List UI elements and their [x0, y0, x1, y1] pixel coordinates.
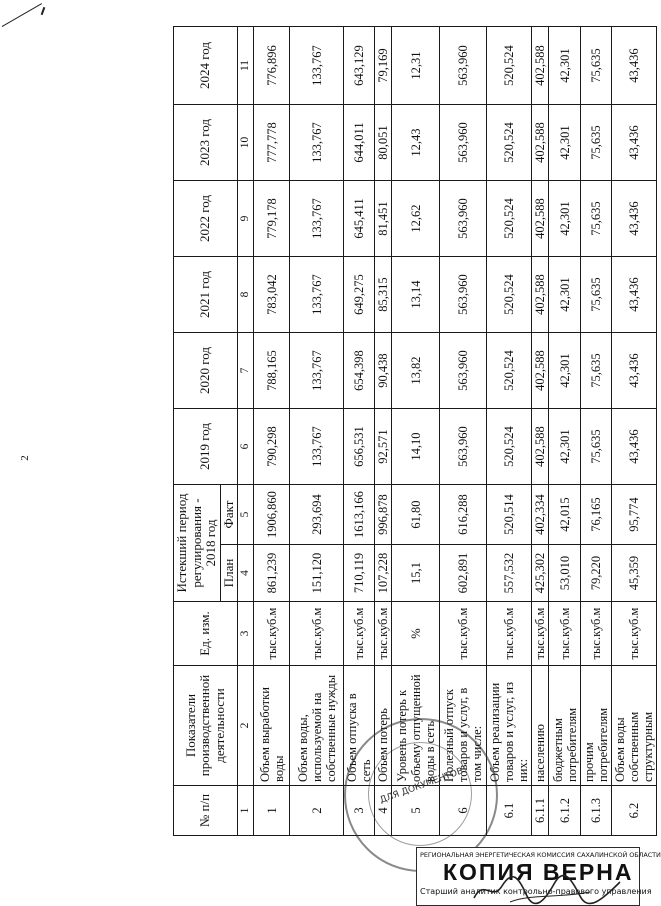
year-value-cell: 520,524	[487, 181, 532, 257]
year-value-cell: 90,438	[375, 333, 392, 409]
year-value-cell: 43,436	[612, 333, 657, 409]
plan-2018-cell: 602,891	[440, 545, 487, 602]
unit-cell: тыс.куб.м	[440, 602, 487, 666]
column-number: 10	[238, 105, 254, 181]
unit-cell: тыс.куб.м	[612, 602, 657, 666]
year-value-cell: 656,531	[344, 409, 375, 485]
row-number-cell: 4	[375, 786, 392, 836]
fact-2018-cell: 61,80	[392, 485, 440, 545]
unit-cell: тыс.куб.м	[254, 602, 290, 666]
indicator-name-cell: населению	[532, 666, 549, 786]
year-value-cell: 42,301	[549, 409, 581, 485]
fact-2018-cell: 996,878	[375, 485, 392, 545]
fact-2018-cell: 1906,860	[254, 485, 290, 545]
year-value-cell: 563,960	[440, 27, 487, 105]
year-value-cell: 42,301	[549, 257, 581, 333]
row-number-cell: 2	[290, 786, 344, 836]
year-value-cell: 654,398	[344, 333, 375, 409]
indicator-name-cell: Объем выработки воды	[254, 666, 290, 786]
year-value-cell: 563,960	[440, 105, 487, 181]
header-year: 2022 год	[174, 181, 238, 257]
year-value-cell: 133,767	[290, 27, 344, 105]
header-year: 2021 год	[174, 257, 238, 333]
unit-cell: %	[392, 602, 440, 666]
year-value-cell: 133,767	[290, 333, 344, 409]
year-value-cell: 520,524	[487, 257, 532, 333]
unit-cell: тыс.куб.м	[487, 602, 532, 666]
column-number: 5	[238, 485, 254, 545]
table-row	[549, 27, 581, 836]
year-value-cell: 520,524	[487, 409, 532, 485]
year-value-cell: 12,62	[392, 181, 440, 257]
year-value-cell: 42,301	[549, 105, 581, 181]
column-number: 4	[238, 545, 254, 602]
year-value-cell: 13,82	[392, 333, 440, 409]
year-value-cell: 402,588	[532, 105, 549, 181]
plan-2018-cell: 557,532	[487, 545, 532, 602]
year-value-cell: 75,635	[581, 181, 612, 257]
table-row	[612, 27, 657, 836]
fact-2018-cell: 520,514	[487, 485, 532, 545]
indicator-name-cell: Объем воды собственным структурным	[612, 666, 657, 786]
year-value-cell: 777,778	[254, 105, 290, 181]
row-number-cell: 6.2	[612, 786, 657, 836]
year-value-cell: 790,298	[254, 409, 290, 485]
year-value-cell: 43,436	[612, 181, 657, 257]
stamp-position: Старший аналитик контрольно-правового управления	[420, 887, 652, 896]
plan-2018-cell: 425,302	[532, 545, 549, 602]
header-unit: Ед. изм.	[174, 602, 238, 666]
plan-2018-cell: 53,010	[549, 545, 581, 602]
year-value-cell: 643,129	[344, 27, 375, 105]
year-value-cell: 788,165	[254, 333, 290, 409]
unit-cell: тыс.куб.м	[344, 602, 375, 666]
year-value-cell: 12,43	[392, 105, 440, 181]
row-number-cell: 6.1	[487, 786, 532, 836]
column-number: 11	[238, 27, 254, 105]
year-value-cell: 563,960	[440, 333, 487, 409]
year-value-cell: 402,588	[532, 27, 549, 105]
indicator-name-cell: Объем отпуска в сеть	[344, 666, 375, 786]
year-value-cell: 43,436	[612, 105, 657, 181]
year-value-cell: 520,524	[487, 27, 532, 105]
fact-2018-cell: 616,288	[440, 485, 487, 545]
year-value-cell: 133,767	[290, 181, 344, 257]
year-value-cell: 402,588	[532, 333, 549, 409]
year-value-cell: 520,524	[487, 105, 532, 181]
plan-2018-cell: 79,220	[581, 545, 612, 602]
plan-2018-cell: 107,228	[375, 545, 392, 602]
row-number-cell: 6.1.1	[532, 786, 549, 836]
year-value-cell: 79,169	[375, 27, 392, 105]
round-seal-text: ДЛЯ ДОКУМЕНТОВ	[378, 766, 465, 806]
table-row	[487, 27, 532, 836]
year-value-cell: 776,896	[254, 27, 290, 105]
indicator-name-cell: Полезный отпуск товаров и услуг, в том числе:	[440, 666, 487, 786]
stamp-organization: РЕГИОНАЛЬНАЯ ЭНЕРГЕТИЧЕСКАЯ КОМИССИЯ САХАЛИНСКОЙ ОБЛАСТИ	[420, 851, 661, 859]
year-value-cell: 43,436	[612, 409, 657, 485]
row-number-cell: 1	[254, 786, 290, 836]
row-number-cell: 6.1.2	[549, 786, 581, 836]
year-value-cell: 402,588	[532, 257, 549, 333]
year-value-cell: 133,767	[290, 105, 344, 181]
stamp-title: КОПИЯ ВЕРНА	[443, 859, 634, 885]
year-value-cell: 43,436	[612, 257, 657, 333]
row-number-cell: 6.1.3	[581, 786, 612, 836]
table-row	[440, 27, 487, 836]
table-row	[581, 27, 612, 836]
header-year: 2019 год	[174, 409, 238, 485]
plan-2018-cell: 861,239	[254, 545, 290, 602]
year-value-cell: 133,767	[290, 257, 344, 333]
fact-2018-cell: 293,694	[290, 485, 344, 545]
unit-cell: тыс.куб.м	[532, 602, 549, 666]
year-value-cell: 563,960	[440, 181, 487, 257]
year-value-cell: 75,635	[581, 105, 612, 181]
column-number: 2	[238, 666, 254, 786]
column-number: 6	[238, 409, 254, 485]
year-value-cell: 402,588	[532, 181, 549, 257]
year-value-cell: 92,571	[375, 409, 392, 485]
production-indicators-table	[173, 26, 657, 836]
scan-pen-stroke	[2, 3, 42, 27]
table-row	[392, 27, 440, 836]
fact-2018-cell: 95,774	[612, 485, 657, 545]
table-row	[290, 27, 344, 836]
year-value-cell: 12,31	[392, 27, 440, 105]
year-value-cell: 563,960	[440, 257, 487, 333]
header-past-period: Истекший период регулирования - 2018 год	[174, 485, 221, 602]
year-value-cell: 520,524	[487, 333, 532, 409]
column-number: 9	[238, 181, 254, 257]
indicator-name-cell: Объем реализации товаров и услуг, из них:	[487, 666, 532, 786]
year-value-cell: 783,042	[254, 257, 290, 333]
column-number: 8	[238, 257, 254, 333]
plan-2018-cell: 710,119	[344, 545, 375, 602]
table-row	[375, 27, 392, 836]
indicator-name-cell: бюджетным потребителям	[549, 666, 581, 786]
fact-2018-cell: 402,334	[532, 485, 549, 545]
year-value-cell: 42,301	[549, 333, 581, 409]
header-num: № п/п	[174, 786, 238, 836]
year-value-cell: 133,767	[290, 409, 344, 485]
year-value-cell: 80,051	[375, 105, 392, 181]
header-fact: Факт	[220, 485, 238, 545]
unit-cell: тыс.куб.м	[549, 602, 581, 666]
page-number: 2	[18, 455, 31, 461]
fact-2018-cell: 42,015	[549, 485, 581, 545]
table-row	[344, 27, 375, 836]
year-value-cell: 42,301	[549, 27, 581, 105]
indicator-name-cell: Объем потерь	[375, 666, 392, 786]
header-year: 2023 год	[174, 105, 238, 181]
scan-pen-tick	[41, 7, 46, 15]
year-value-cell: 563,960	[440, 409, 487, 485]
year-value-cell: 42,301	[549, 181, 581, 257]
header-year: 2024 год	[174, 27, 238, 105]
handwritten-signature	[470, 872, 630, 906]
year-value-cell: 779,178	[254, 181, 290, 257]
indicator-name-cell: Уровень потерь к объему отпущенной воды в сеть	[392, 666, 440, 786]
rotated-table-container	[173, 27, 656, 836]
header-plan: План	[220, 545, 238, 602]
plan-2018-cell: 15,1	[392, 545, 440, 602]
year-value-cell: 14,10	[392, 409, 440, 485]
header-year: 2020 год	[174, 333, 238, 409]
year-value-cell: 81,451	[375, 181, 392, 257]
table-row	[254, 27, 290, 836]
row-number-cell: 6	[440, 786, 487, 836]
unit-cell: тыс.куб.м	[581, 602, 612, 666]
fact-2018-cell: 1613,166	[344, 485, 375, 545]
row-number-cell: 3	[344, 786, 375, 836]
table-body	[254, 27, 657, 836]
year-value-cell: 43,436	[612, 27, 657, 105]
fact-2018-cell: 76,165	[581, 485, 612, 545]
unit-cell: тыс.куб.м	[375, 602, 392, 666]
year-value-cell: 75,635	[581, 409, 612, 485]
table-row	[532, 27, 549, 836]
year-value-cell: 649,275	[344, 257, 375, 333]
year-value-cell: 402,588	[532, 409, 549, 485]
year-value-cell: 644,011	[344, 105, 375, 181]
year-value-cell: 13,14	[392, 257, 440, 333]
unit-cell: тыс.куб.м	[290, 602, 344, 666]
year-value-cell: 645,411	[344, 181, 375, 257]
header-indicator: Показатели производственной деятельности	[174, 666, 238, 786]
year-value-cell: 75,635	[581, 27, 612, 105]
indicator-name-cell: Объем воды, используемой на собственные нужды	[290, 666, 344, 786]
year-value-cell: 75,635	[581, 333, 612, 409]
indicator-name-cell: прочим потребителям	[581, 666, 612, 786]
column-number: 3	[238, 602, 254, 666]
year-value-cell: 85,315	[375, 257, 392, 333]
plan-2018-cell: 45,359	[612, 545, 657, 602]
year-value-cell: 75,635	[581, 257, 612, 333]
column-number: 7	[238, 333, 254, 409]
plan-2018-cell: 151,120	[290, 545, 344, 602]
row-number-cell: 5	[392, 786, 440, 836]
column-number: 1	[238, 786, 254, 836]
